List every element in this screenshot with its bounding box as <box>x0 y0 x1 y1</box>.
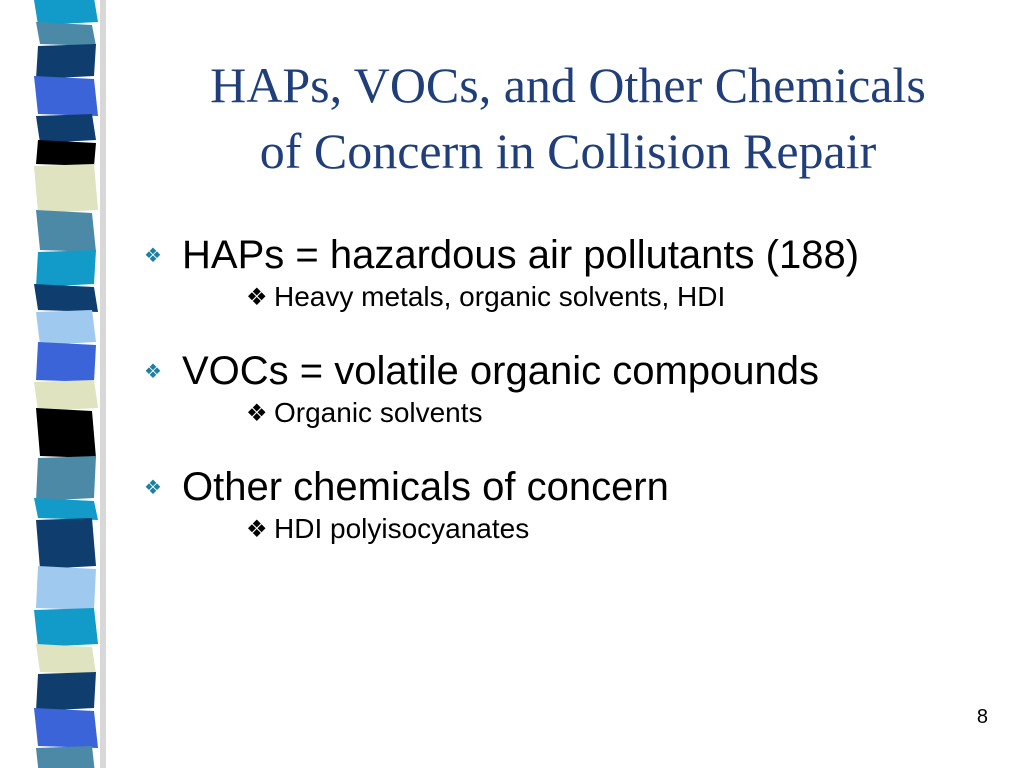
bullet-diamond-icon: ❖ <box>144 245 162 267</box>
sub-bullet-item <box>140 512 1000 578</box>
stripe-block <box>36 408 96 458</box>
stripe-block <box>36 310 96 345</box>
bullet-list <box>140 230 1000 578</box>
bullet-diamond-icon: ❖ <box>144 477 162 499</box>
stripe-block <box>36 672 96 711</box>
stripe-block <box>36 210 96 252</box>
stripe-block <box>36 44 96 79</box>
stripe-block <box>36 518 96 569</box>
bullet-item <box>140 462 1000 512</box>
sub-bullet-text: Organic solvents <box>274 397 483 428</box>
stripe-block <box>36 114 96 143</box>
title-line-1: HAPs, VOCs, and Other Chemicals <box>210 57 926 113</box>
stripe-block <box>36 250 96 287</box>
stripe-block <box>36 22 96 46</box>
sub-bullet-item <box>140 280 1000 346</box>
decorative-stripe-border <box>0 0 120 768</box>
stripe-block <box>34 498 98 520</box>
stripe-block <box>34 708 98 748</box>
stripe-block <box>36 342 96 382</box>
sub-bullet-diamond-icon: ❖ <box>246 400 268 427</box>
bullet-item <box>140 346 1000 396</box>
sub-bullet-diamond-icon: ❖ <box>246 284 268 311</box>
title-line-2: of Concern in Collision Repair <box>259 123 877 179</box>
sub-bullet-item <box>140 396 1000 462</box>
page-number: 8 <box>976 706 988 728</box>
stripe-block <box>36 456 96 501</box>
stripe-block <box>36 566 96 610</box>
stripe-block <box>34 608 98 647</box>
bullet-text: HAPs = hazardous air pollutants (188) <box>182 233 860 277</box>
slide-title <box>150 52 986 184</box>
bullet-text: VOCs = volatile organic compounds <box>182 349 819 393</box>
sub-bullet-text: Heavy metals, organic solvents, HDI <box>274 281 726 312</box>
stripe-block <box>34 0 98 25</box>
stripe-block <box>36 746 96 768</box>
stripe-block <box>34 284 98 312</box>
stripe-block <box>36 644 96 674</box>
stripe-block <box>36 140 96 166</box>
stripe-block <box>34 164 98 213</box>
bullet-diamond-icon: ❖ <box>144 361 162 383</box>
stripe-shadow <box>100 0 106 768</box>
sub-bullet-diamond-icon: ❖ <box>246 516 268 543</box>
bullet-item <box>140 230 1000 280</box>
bullet-text: Other chemicals of concern <box>182 465 669 509</box>
stripe-block <box>34 380 98 411</box>
stripe-block <box>34 76 98 116</box>
sub-bullet-text: HDI polyisocyanates <box>274 513 530 544</box>
